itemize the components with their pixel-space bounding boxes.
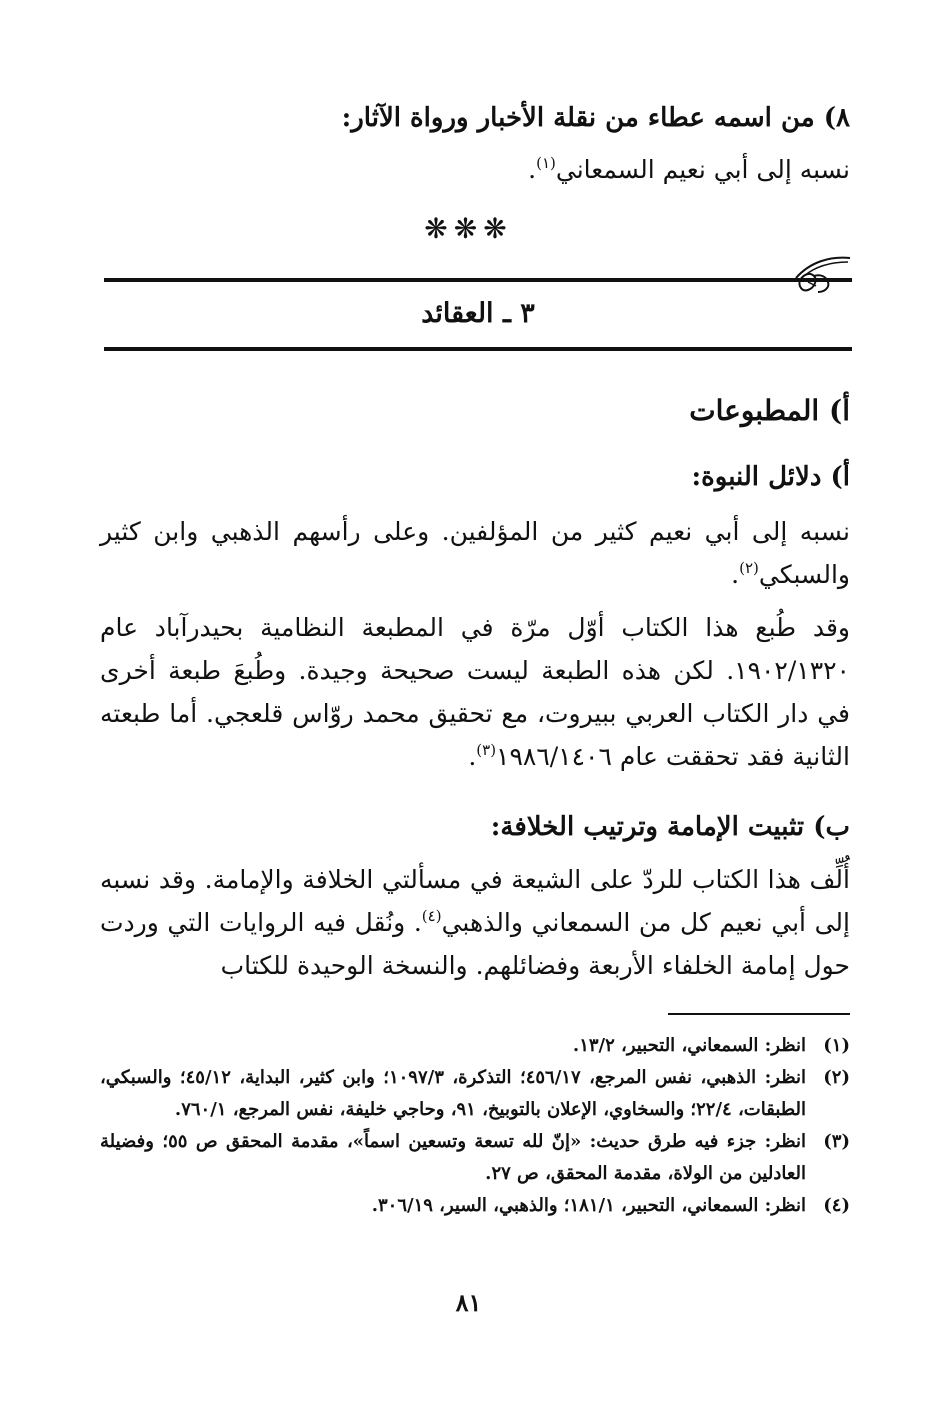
page-number: ٨١ <box>455 1288 482 1317</box>
footnote-number: (١) <box>823 1035 850 1056</box>
footnote-ref-1: (١) <box>536 154 556 172</box>
section-heading-printed: أ) المطبوعات <box>689 394 850 427</box>
item-b-paragraph <box>100 858 850 987</box>
item-a-para2-end: . <box>468 742 477 771</box>
item-a-para1-end: . <box>731 560 740 589</box>
footnote-text: انظر: السمعاني، التحبير، ١٨١/١؛ والذهبي، السير، ٣٠٦/١٩. <box>371 1195 806 1216</box>
footnote-item <box>100 1126 850 1190</box>
chapter-rule-bottom <box>104 347 852 351</box>
footnote-item <box>100 1062 850 1126</box>
entry-8-text <box>100 148 850 191</box>
chapter-title: ٣ ـ العقائد <box>421 298 535 329</box>
footnote-text: انظر: جزء فيه طرق حديث: «إنّ لله تسعة وتسعين اسماً»، مقدمة المحقق ص ٥٥؛ وفضيلة العادلين من الولاة، مقدمة المحقق، ص ٢٧. <box>100 1131 807 1184</box>
quill-hand-ornament-icon <box>790 252 854 298</box>
item-b-heading: ب) تثبيت الإمامة وترتيب الخلافة: <box>490 812 850 842</box>
item-a-para1-text: نسبه إلى أبي نعيم كثير من المؤلفين. وعلى رأسهم الذهبي وابن كثير والسبكي <box>100 517 850 589</box>
stars-separator: ❋❋❋ <box>424 212 513 245</box>
footnotes-list <box>100 1030 850 1222</box>
footnote-separator-rule <box>668 1013 850 1015</box>
footnote-ref-3: (٣) <box>476 741 497 759</box>
footnote-number: (٤) <box>823 1195 850 1216</box>
chapter-rule-top <box>104 278 852 282</box>
footnote-item <box>100 1030 850 1062</box>
item-a-heading: أ) دلائل النبوة: <box>691 462 850 492</box>
footnote-number: (٢) <box>823 1067 850 1088</box>
item-a-paragraph-2 <box>100 606 850 778</box>
entry-8-body: نسبه إلى أبي نعيم السمعاني <box>555 155 850 184</box>
entry-8-heading: ٨) من اسمه عطاء من نقلة الأخبار ورواة الآثار: <box>341 103 850 133</box>
item-a-para2-text: وقد طُبع هذا الكتاب أوّل مرّة في المطبعة النظامية بحيدرآباد عام ١٩٠٢/١٣٢٠. لكن هذه الطبعة ليست صحيحة وجيدة. وطُبعَ طبعة أخرى في دار الكتاب العربي ببيروت، مع تحقيق محمد روّاس قلعجي. أما طبعته الثانية فقد تحققت عام ١٩٨٦/١٤٠٦ <box>100 613 850 771</box>
item-b-text-before: أُلِّف هذا الكتاب للردّ على الشيعة في مسألتي الخلافة والإمامة. وقد نسبه إلى أبي نعيم كل من السمعاني والذهبي <box>100 865 850 937</box>
footnote-ref-4: (٤) <box>421 907 442 925</box>
item-b-text-after: . ونُقل فيه الروايات التي وردت حول إمامة الخلفاء الأربعة وفضائلهم. والنسخة الوحيدة للكتاب <box>100 908 850 980</box>
footnote-text: انظر: السمعاني، التحبير، ١٣/٢. <box>572 1035 806 1056</box>
footnote-ref-2: (٢) <box>739 559 759 577</box>
footnote-text: انظر: الذهبي، نفس المرجع، ٤٥٦/١٧؛ التذكرة، ١٠٩٧/٣؛ وابن كثير، البداية، ٤٥/١٢؛ والسبكي، الطبقات، ٢٢/٤؛ والسخاوي، الإعلان بالتوبيخ، ٩١، وحاجي خليفة، نفس المرجع، ٧٦٠/١. <box>100 1067 806 1120</box>
entry-8-period: . <box>528 155 537 184</box>
footnote-item <box>100 1190 850 1222</box>
footnote-number: (٣) <box>823 1131 850 1152</box>
item-a-paragraph-1 <box>100 510 850 596</box>
